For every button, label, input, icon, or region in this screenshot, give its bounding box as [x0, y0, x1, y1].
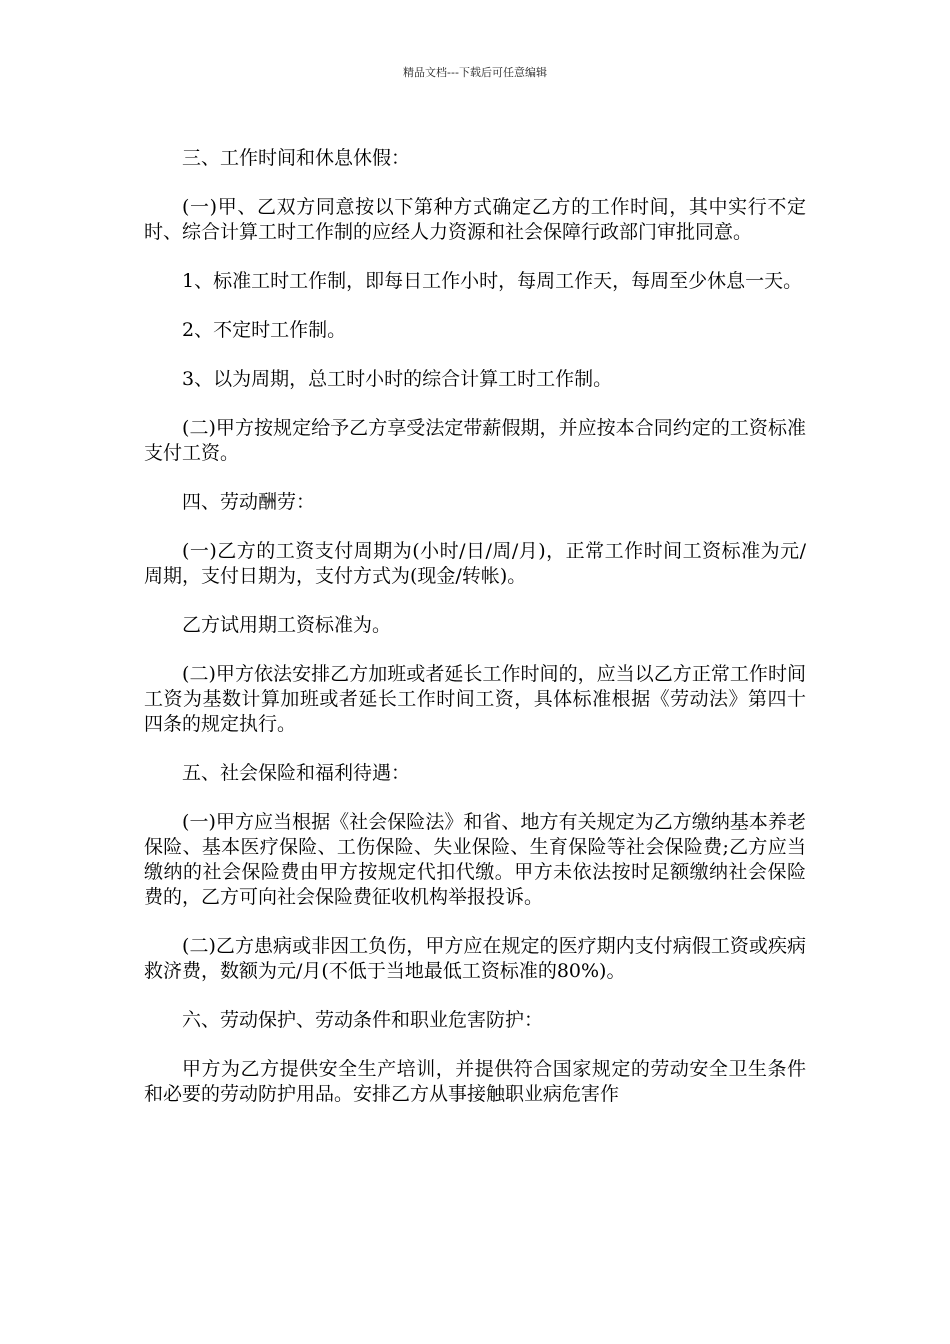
paragraph-overtime: (二)甲方依法安排乙方加班或者延长工作时间的，应当以乙方正常工作时间工资为基数计算加班或者延长工作时间工资，具体标准根据《劳动法》第四十四条的规定执行。 — [144, 663, 806, 735]
paragraph-wage-payment: (一)乙方的工资支付周期为(小时/日/周/月)，正常工作时间工资标准为元/周期，支付日期为，支付方式为(现金/转帐)。 — [144, 540, 806, 587]
paragraph-safety-training: 甲方为乙方提供安全生产培训，并提供符合国家规定的劳动安全卫生条件和必要的劳动防护用品。安排乙方从事接触职业病危害作 — [144, 1058, 806, 1105]
page-header: 精品文档---下载后可任意编辑 — [403, 66, 547, 79]
paragraph-work-time-method: (一)甲、乙双方同意按以下第种方式确定乙方的工作时间，其中实行不定时、综合计算工时工作制的应经人力资源和社会保障行政部门审批同意。 — [144, 196, 806, 243]
paragraph-probation-wage: 乙方试用期工资标准为。 — [182, 614, 392, 636]
paragraph-insurance-payment: (一)甲方应当根据《社会保险法》和省、地方有关规定为乙方缴纳基本养老保险、基本医疗保险、工伤保险、失业保险、生育保险等社会保险费;乙方应当缴纳的社会保险费由甲方按规定代扣代缴。甲方未依法按时足额缴纳社会保险费的，乙方可向社会保险费征收机构举报投诉。 — [144, 811, 806, 908]
section-heading-compensation: 四、劳动酬劳： — [182, 491, 316, 513]
paragraph-flexible-hours: 2、不定时工作制。 — [182, 319, 347, 341]
paragraph-paid-leave: (二)甲方按规定给予乙方享受法定带薪假期，并应按本合同约定的工资标准支付工资。 — [144, 417, 806, 464]
paragraph-sick-leave: (二)乙方患病或非因工负伤，甲方应在规定的医疗期内支付病假工资或疾病救济费，数额为元/月(不低于当地最低工资标准的80%)。 — [144, 935, 806, 982]
section-heading-social-insurance: 五、社会保险和福利待遇： — [182, 762, 411, 784]
section-heading-work-time: 三、工作时间和休息休假： — [182, 147, 411, 169]
paragraph-standard-hours: 1、标准工时工作制，即每日工作小时，每周工作天，每周至少休息一天。 — [182, 270, 803, 292]
document-body — [144, 146, 806, 1131]
section-heading-labor-protection: 六、劳动保护、劳动条件和职业危害防护： — [182, 1009, 544, 1031]
paragraph-comprehensive-hours: 3、以为周期，总工时小时的综合计算工时工作制。 — [182, 368, 613, 390]
